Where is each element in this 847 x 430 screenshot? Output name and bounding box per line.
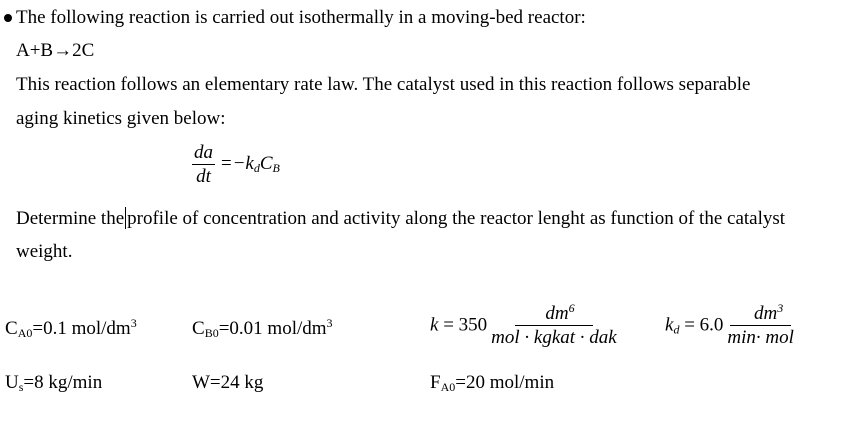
param-us: $U_s=8$ kg/min	[5, 372, 103, 394]
param-k: k = 350 $\frac{dm^6}{\text{mol · kgkat · dak}}$	[430, 301, 617, 348]
task-line-1: Determine the profile of concentration and activity along the reactor lenght as function of the catalyst	[16, 208, 786, 229]
decay-rate-equation	[192, 144, 280, 186]
decay-numerator: da	[194, 142, 213, 163]
param-cb0: $C_{B0}=0.01$ mol/$dm^3$	[192, 316, 333, 340]
decay-denominator: dt	[196, 166, 211, 187]
param-w: W=24 kg	[192, 372, 264, 393]
intro-line	[16, 7, 586, 29]
decay-rhs: $=-k_dC_B$	[219, 153, 280, 176]
bullet-icon	[4, 14, 12, 22]
rate-law-line-2: aging kinetics given below:	[16, 108, 226, 129]
param-ca0: $C_{A0}=0.1$ mol/$dm^3$	[5, 316, 137, 340]
task-line-2: weight.	[16, 241, 73, 262]
text-cursor	[125, 207, 126, 229]
intro-text: The following reaction is carried out isothermally in a moving-bed reactor:	[16, 7, 586, 28]
reaction-equation: A+B→2C	[16, 40, 95, 61]
decay-fraction	[192, 144, 215, 186]
param-kd: $k_d = 6.0$ $\frac{dm^3}{\text{min· mol}}$	[665, 301, 794, 348]
param-fa0: $F_{A0}=20$ mol/min	[430, 372, 555, 394]
rate-law-line-1: This reaction follows an elementary rate law. The catalyst used in this reaction follows separable	[16, 74, 751, 95]
